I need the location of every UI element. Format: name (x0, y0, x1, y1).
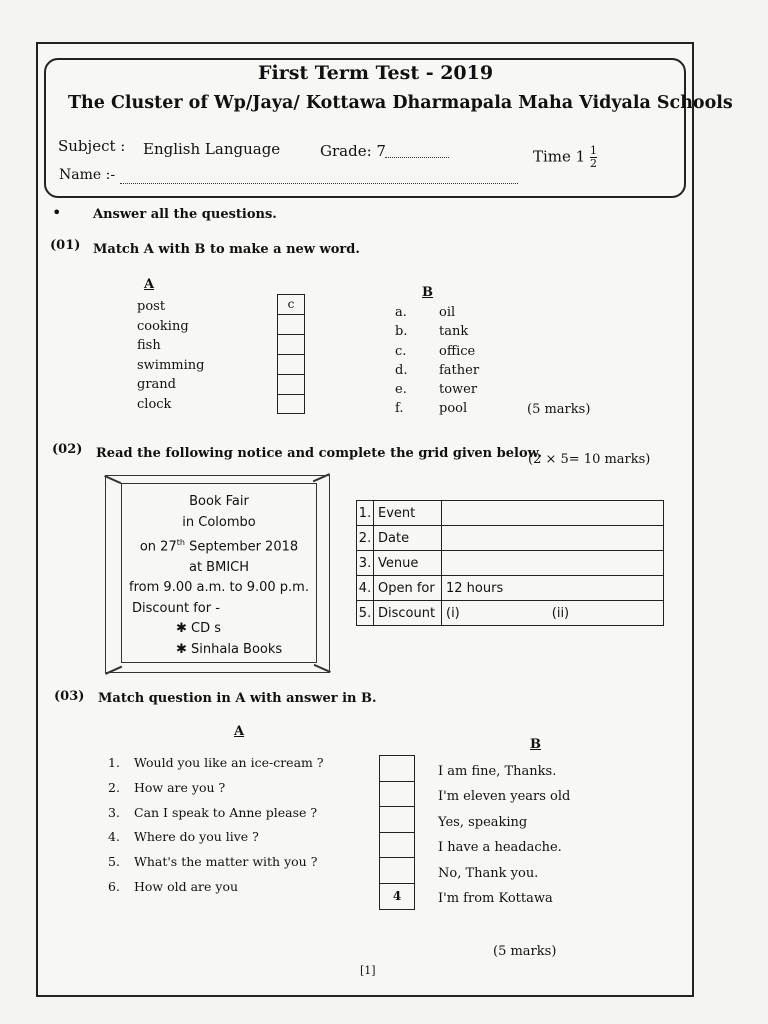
q3-question-num: 3. (108, 804, 120, 820)
subject-value: English Language (143, 140, 281, 158)
notice-list-item (122, 640, 316, 661)
q3-question-text: How old are you (134, 878, 239, 894)
q1-b-letter: d. (395, 362, 408, 378)
page-number: [1] (360, 964, 376, 977)
q3-number: (03) (54, 689, 85, 704)
school-name: The Cluster of Wp/Jaya/ Kottawa Dharmapala Maha Vidyala Schools (68, 93, 733, 113)
grid-value-extra: (ii) (551, 605, 570, 621)
notice-date-post: September 2018 (184, 539, 299, 555)
q1-a-item: grand (137, 377, 176, 392)
grid-num: 3. (357, 551, 374, 576)
q1-a-item: swimming (137, 357, 205, 373)
subject-label: Subject : (58, 137, 126, 155)
notice-line: in Colombo (182, 514, 256, 530)
q3-question (108, 875, 324, 900)
grid-num: 5. (357, 601, 374, 626)
q1-b-item: office (439, 343, 476, 359)
q3-answer-box[interactable] (380, 858, 414, 884)
q3-question-text: What's the matter with you ? (134, 854, 318, 870)
q1-answer-box[interactable]: c (278, 295, 304, 315)
grid-num: 1. (357, 501, 374, 526)
name-dotline (120, 183, 518, 184)
q1-b-letter: a. (395, 305, 407, 320)
grid-row (357, 576, 664, 601)
q1-b-item: father (439, 362, 480, 378)
grid-value[interactable] (442, 551, 664, 576)
q1-a-list (137, 297, 204, 414)
q1-a-item: cooking (137, 318, 189, 334)
q1-b-letter: b. (395, 324, 408, 340)
test-title: First Term Test - 2019 (258, 62, 494, 84)
q3-question-text: Can I speak to Anne please ? (134, 804, 318, 820)
q1-b-item: tower (439, 382, 478, 398)
q1-b-letter: c. (395, 343, 407, 359)
q3-answer: I am fine, Thanks. (438, 764, 557, 779)
instruction-text: Answer all the questions. (93, 207, 277, 222)
notice-date-sup: th (176, 538, 185, 547)
bullet: • (52, 203, 62, 222)
grade-dotline (385, 157, 449, 158)
q1-col-a-heading: A (144, 277, 155, 292)
q3-col-b-heading: B (530, 737, 541, 752)
notice-line: from 9.00 a.m. to 9.00 p.m. (129, 580, 309, 596)
q3-question-num: 4. (108, 829, 120, 845)
notice (105, 475, 330, 673)
q3-text: Match question in A with answer in B. (98, 691, 377, 706)
q3-answer-list (438, 759, 570, 911)
grid-row (357, 526, 664, 551)
grid-value[interactable] (442, 601, 664, 626)
grid-value[interactable] (442, 501, 664, 526)
q3-answer: I'm from Kottawa (438, 891, 553, 907)
q3-question-text: Would you like an ice-cream ? (134, 755, 324, 770)
q1-answer-box[interactable] (278, 375, 304, 395)
grid-label: Venue (374, 551, 442, 576)
q1-b-item: pool (439, 401, 468, 417)
q1-marks: (5 marks) (527, 402, 591, 417)
q1-answer-box[interactable] (278, 315, 304, 335)
q3-answer: Yes, speaking (438, 814, 528, 830)
q3-answer-box[interactable]: 4 (392, 888, 402, 903)
q3-col-a-heading: A (234, 724, 245, 739)
q2-text: Read the following notice and complete the grid given below. (96, 446, 543, 461)
q1-col-b-heading: B (422, 285, 433, 300)
q1-a-item: fish (137, 338, 161, 353)
time-frac-top: 1 (590, 144, 597, 157)
q3-question-num: 1. (108, 755, 120, 770)
q1-answer-box[interactable] (278, 395, 304, 415)
name-label: Name :- (59, 167, 116, 183)
q1-number: (01) (50, 238, 81, 253)
q3-question-text: How are you ? (134, 779, 226, 795)
q3-question (108, 776, 324, 801)
q3-answer-box[interactable] (380, 782, 414, 808)
q1-b-letter: f. (395, 401, 404, 417)
q1-text: Match A with B to make a new word. (93, 242, 360, 257)
asterisk-icon: ✱ (176, 621, 192, 637)
q1-b-list (439, 303, 479, 419)
q3-answer-box[interactable] (380, 807, 414, 833)
q3-question-text: Where do you live ? (134, 829, 259, 845)
q3-question-num: 2. (108, 779, 120, 795)
q3-answer: I have a headache. (438, 840, 562, 856)
q3-question-list (108, 751, 324, 900)
q1-answer-box[interactable] (278, 335, 304, 355)
grid-value-text: (i) (446, 605, 460, 621)
q3-marks: (5 marks) (493, 944, 557, 959)
q2-number: (02) (52, 442, 83, 457)
q1-b-item: tank (439, 324, 469, 340)
q3-answer-box[interactable] (380, 756, 414, 782)
q2-marks: (2 × 5= 10 marks) (528, 452, 651, 467)
notice-list-item (122, 619, 316, 640)
q1-b-letter: e. (395, 382, 407, 398)
time-label (533, 145, 597, 170)
notice-date-pre: on 27 (139, 539, 177, 555)
notice-line: Discount for - (132, 600, 220, 616)
q3-question (108, 825, 324, 850)
grid-label: Event (374, 501, 442, 526)
notice-item-text: CD s (191, 621, 222, 637)
q1-a-item: post (137, 299, 166, 314)
q3-question (108, 850, 324, 875)
notice-line: Book Fair (189, 494, 249, 509)
q1-answer-box[interactable] (278, 355, 304, 375)
q3-question (108, 801, 324, 826)
q3-answer-box[interactable] (380, 833, 414, 859)
notice-content (121, 483, 317, 663)
grid-num: 2. (357, 526, 374, 551)
time-whole: Time 1 (533, 147, 586, 166)
grid-value-text: 12 hours (446, 580, 504, 596)
q1-answer-boxes (277, 294, 305, 414)
grid-label: Date (374, 526, 442, 551)
time-frac-bottom: 2 (590, 157, 597, 170)
q1-b-letters (395, 303, 407, 419)
q3-question-num: 6. (108, 878, 120, 894)
grid-label: Discount (374, 601, 442, 626)
q3-question (108, 751, 324, 776)
q2-grid (356, 500, 664, 626)
grid-value[interactable] (442, 526, 664, 551)
grade-label: Grade: 7 (320, 142, 386, 160)
notice-line: at BMICH (188, 559, 250, 575)
q3-question-num: 5. (108, 854, 120, 870)
q3-answer-boxes (379, 755, 415, 910)
notice-date-line (122, 533, 316, 558)
grid-row (357, 551, 664, 576)
grid-row (357, 501, 664, 526)
notice-item-text: Sinhala Books (191, 641, 283, 657)
q3-answer: No, Thank you. (438, 865, 539, 881)
grid-value[interactable] (442, 576, 664, 601)
q1-a-item: clock (137, 396, 172, 412)
q1-b-item: oil (439, 305, 456, 320)
q3-answer: I'm eleven years old (438, 789, 571, 805)
grid-label: Open for (374, 576, 442, 601)
asterisk-icon: ✱ (176, 641, 192, 657)
grid-num: 4. (357, 576, 374, 601)
grid-row (357, 601, 664, 626)
time-fraction (590, 145, 597, 170)
